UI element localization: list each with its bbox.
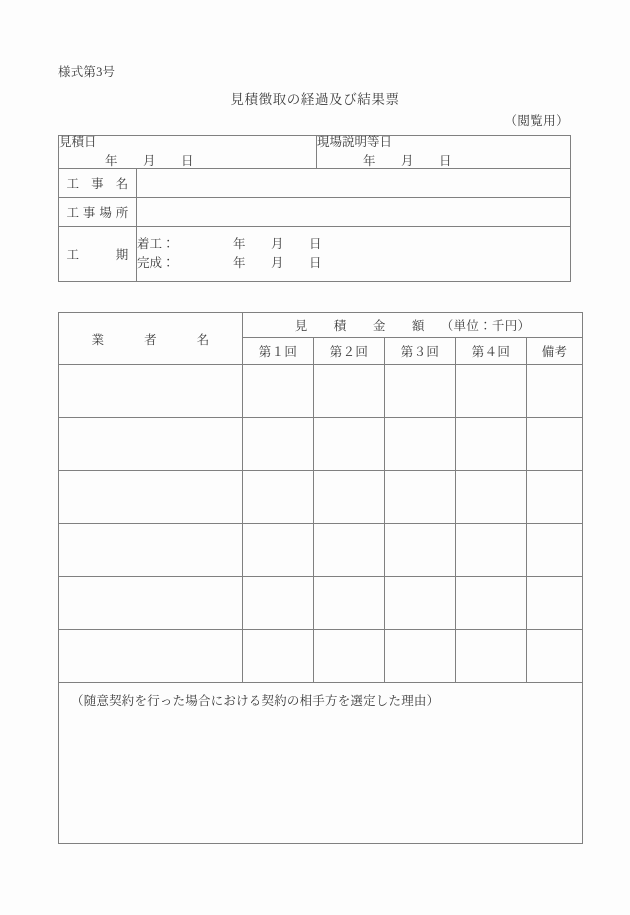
table-row (59, 577, 583, 630)
round-3-input[interactable] (385, 630, 456, 683)
round-3-input[interactable] (385, 418, 456, 471)
work-period-end-year: 年 (233, 256, 246, 271)
work-location-value[interactable] (137, 198, 571, 227)
remarks-input[interactable] (527, 524, 583, 577)
vendor-name-input[interactable] (59, 365, 243, 418)
briefing-date-day: 日 (439, 154, 452, 169)
briefing-date-cell[interactable] (317, 136, 571, 169)
quote-date-slots (59, 155, 316, 168)
table-row (59, 524, 583, 577)
reason-note-label: （随意契約を行った場合における契約の相手方を選定した理由） (71, 694, 440, 708)
work-period-end-label: 完成： (137, 256, 175, 271)
remarks-input[interactable] (527, 577, 583, 630)
table-header-row-group (59, 313, 583, 338)
table-row-work-period (59, 227, 571, 282)
round-4-header: 第４回 (456, 338, 527, 365)
table-row-work-location (59, 198, 571, 227)
vendor-name-input[interactable] (59, 471, 243, 524)
work-location-label-cell (59, 198, 137, 227)
work-period-label-cell (59, 227, 137, 282)
work-period-end-line (137, 254, 570, 273)
reason-free-text-area[interactable] (59, 683, 583, 844)
work-period-value-cell[interactable] (137, 227, 571, 282)
round-4-input[interactable] (456, 524, 527, 577)
form-number: 様式第3号 (58, 65, 116, 79)
work-period-start-year: 年 (233, 236, 246, 251)
quote-date-cell[interactable] (59, 136, 317, 169)
quote-date-month: 月 (143, 154, 156, 169)
round-4-input[interactable] (456, 418, 527, 471)
round-1-input[interactable] (243, 630, 314, 683)
round-4-input[interactable] (456, 471, 527, 524)
briefing-date-month: 月 (401, 154, 414, 169)
work-period-end-month: 月 (271, 256, 284, 271)
round-3-input[interactable] (385, 365, 456, 418)
round-2-header: 第２回 (314, 338, 385, 365)
briefing-date-label: 現場説明等日 (317, 135, 393, 149)
round-1-input[interactable] (243, 471, 314, 524)
work-location-label: 工事場所 (66, 206, 129, 221)
page-title: 見積徴取の経過及び結果票 (230, 92, 400, 107)
round-2-input[interactable] (314, 630, 385, 683)
work-name-label-cell (59, 169, 137, 198)
round-1-header: 第１回 (243, 338, 314, 365)
briefing-date-year: 年 (363, 154, 376, 169)
round-4-input[interactable] (456, 630, 527, 683)
work-period-start-line (137, 235, 570, 254)
table-row (59, 630, 583, 683)
vendor-name-header-label: 業者名 (91, 332, 210, 347)
round-4-input[interactable] (456, 365, 527, 418)
round-2-input[interactable] (314, 577, 385, 630)
remarks-input[interactable] (527, 365, 583, 418)
work-name-value[interactable] (137, 169, 571, 198)
quote-date-day: 日 (181, 154, 194, 169)
audience-note: （閲覧用） (504, 114, 569, 128)
amount-header-label: 見積金額 (294, 319, 425, 333)
round-3-input[interactable] (385, 577, 456, 630)
remarks-input[interactable] (527, 471, 583, 524)
project-summary-table (58, 135, 571, 282)
quote-date-year: 年 (105, 154, 118, 169)
vendor-name-input[interactable] (59, 577, 243, 630)
work-period-start-day: 日 (309, 236, 322, 251)
round-4-input[interactable] (456, 577, 527, 630)
round-2-input[interactable] (314, 471, 385, 524)
work-period-end-day: 日 (309, 256, 322, 271)
vendor-name-header (59, 313, 243, 365)
vendor-name-input[interactable] (59, 418, 243, 471)
quote-date-label: 見積日 (59, 135, 97, 149)
table-row-reason (59, 683, 583, 844)
round-2-input[interactable] (314, 524, 385, 577)
table-row-work-name (59, 169, 571, 198)
table-row (59, 471, 583, 524)
round-3-input[interactable] (385, 524, 456, 577)
round-1-input[interactable] (243, 418, 314, 471)
amount-group-header (243, 313, 583, 338)
work-period-start-label: 着工： (137, 236, 175, 251)
round-1-input[interactable] (243, 365, 314, 418)
round-3-input[interactable] (385, 471, 456, 524)
table-row (59, 418, 583, 471)
remarks-input[interactable] (527, 630, 583, 683)
vendor-name-input[interactable] (59, 630, 243, 683)
vendor-name-input[interactable] (59, 524, 243, 577)
remarks-input[interactable] (527, 418, 583, 471)
round-3-header: 第３回 (385, 338, 456, 365)
round-2-input[interactable] (314, 365, 385, 418)
table-row (59, 365, 583, 418)
work-period-start-month: 月 (271, 236, 284, 251)
table-row-dates (59, 136, 571, 169)
work-period-label: 工期 (66, 248, 129, 263)
round-1-input[interactable] (243, 577, 314, 630)
work-name-label: 工事名 (66, 177, 129, 192)
briefing-date-slots (317, 155, 570, 168)
quotation-amount-table (58, 312, 583, 844)
round-1-input[interactable] (243, 524, 314, 577)
amount-unit-label: （単位：千円） (440, 319, 531, 333)
round-2-input[interactable] (314, 418, 385, 471)
remarks-header: 備考 (527, 338, 583, 365)
